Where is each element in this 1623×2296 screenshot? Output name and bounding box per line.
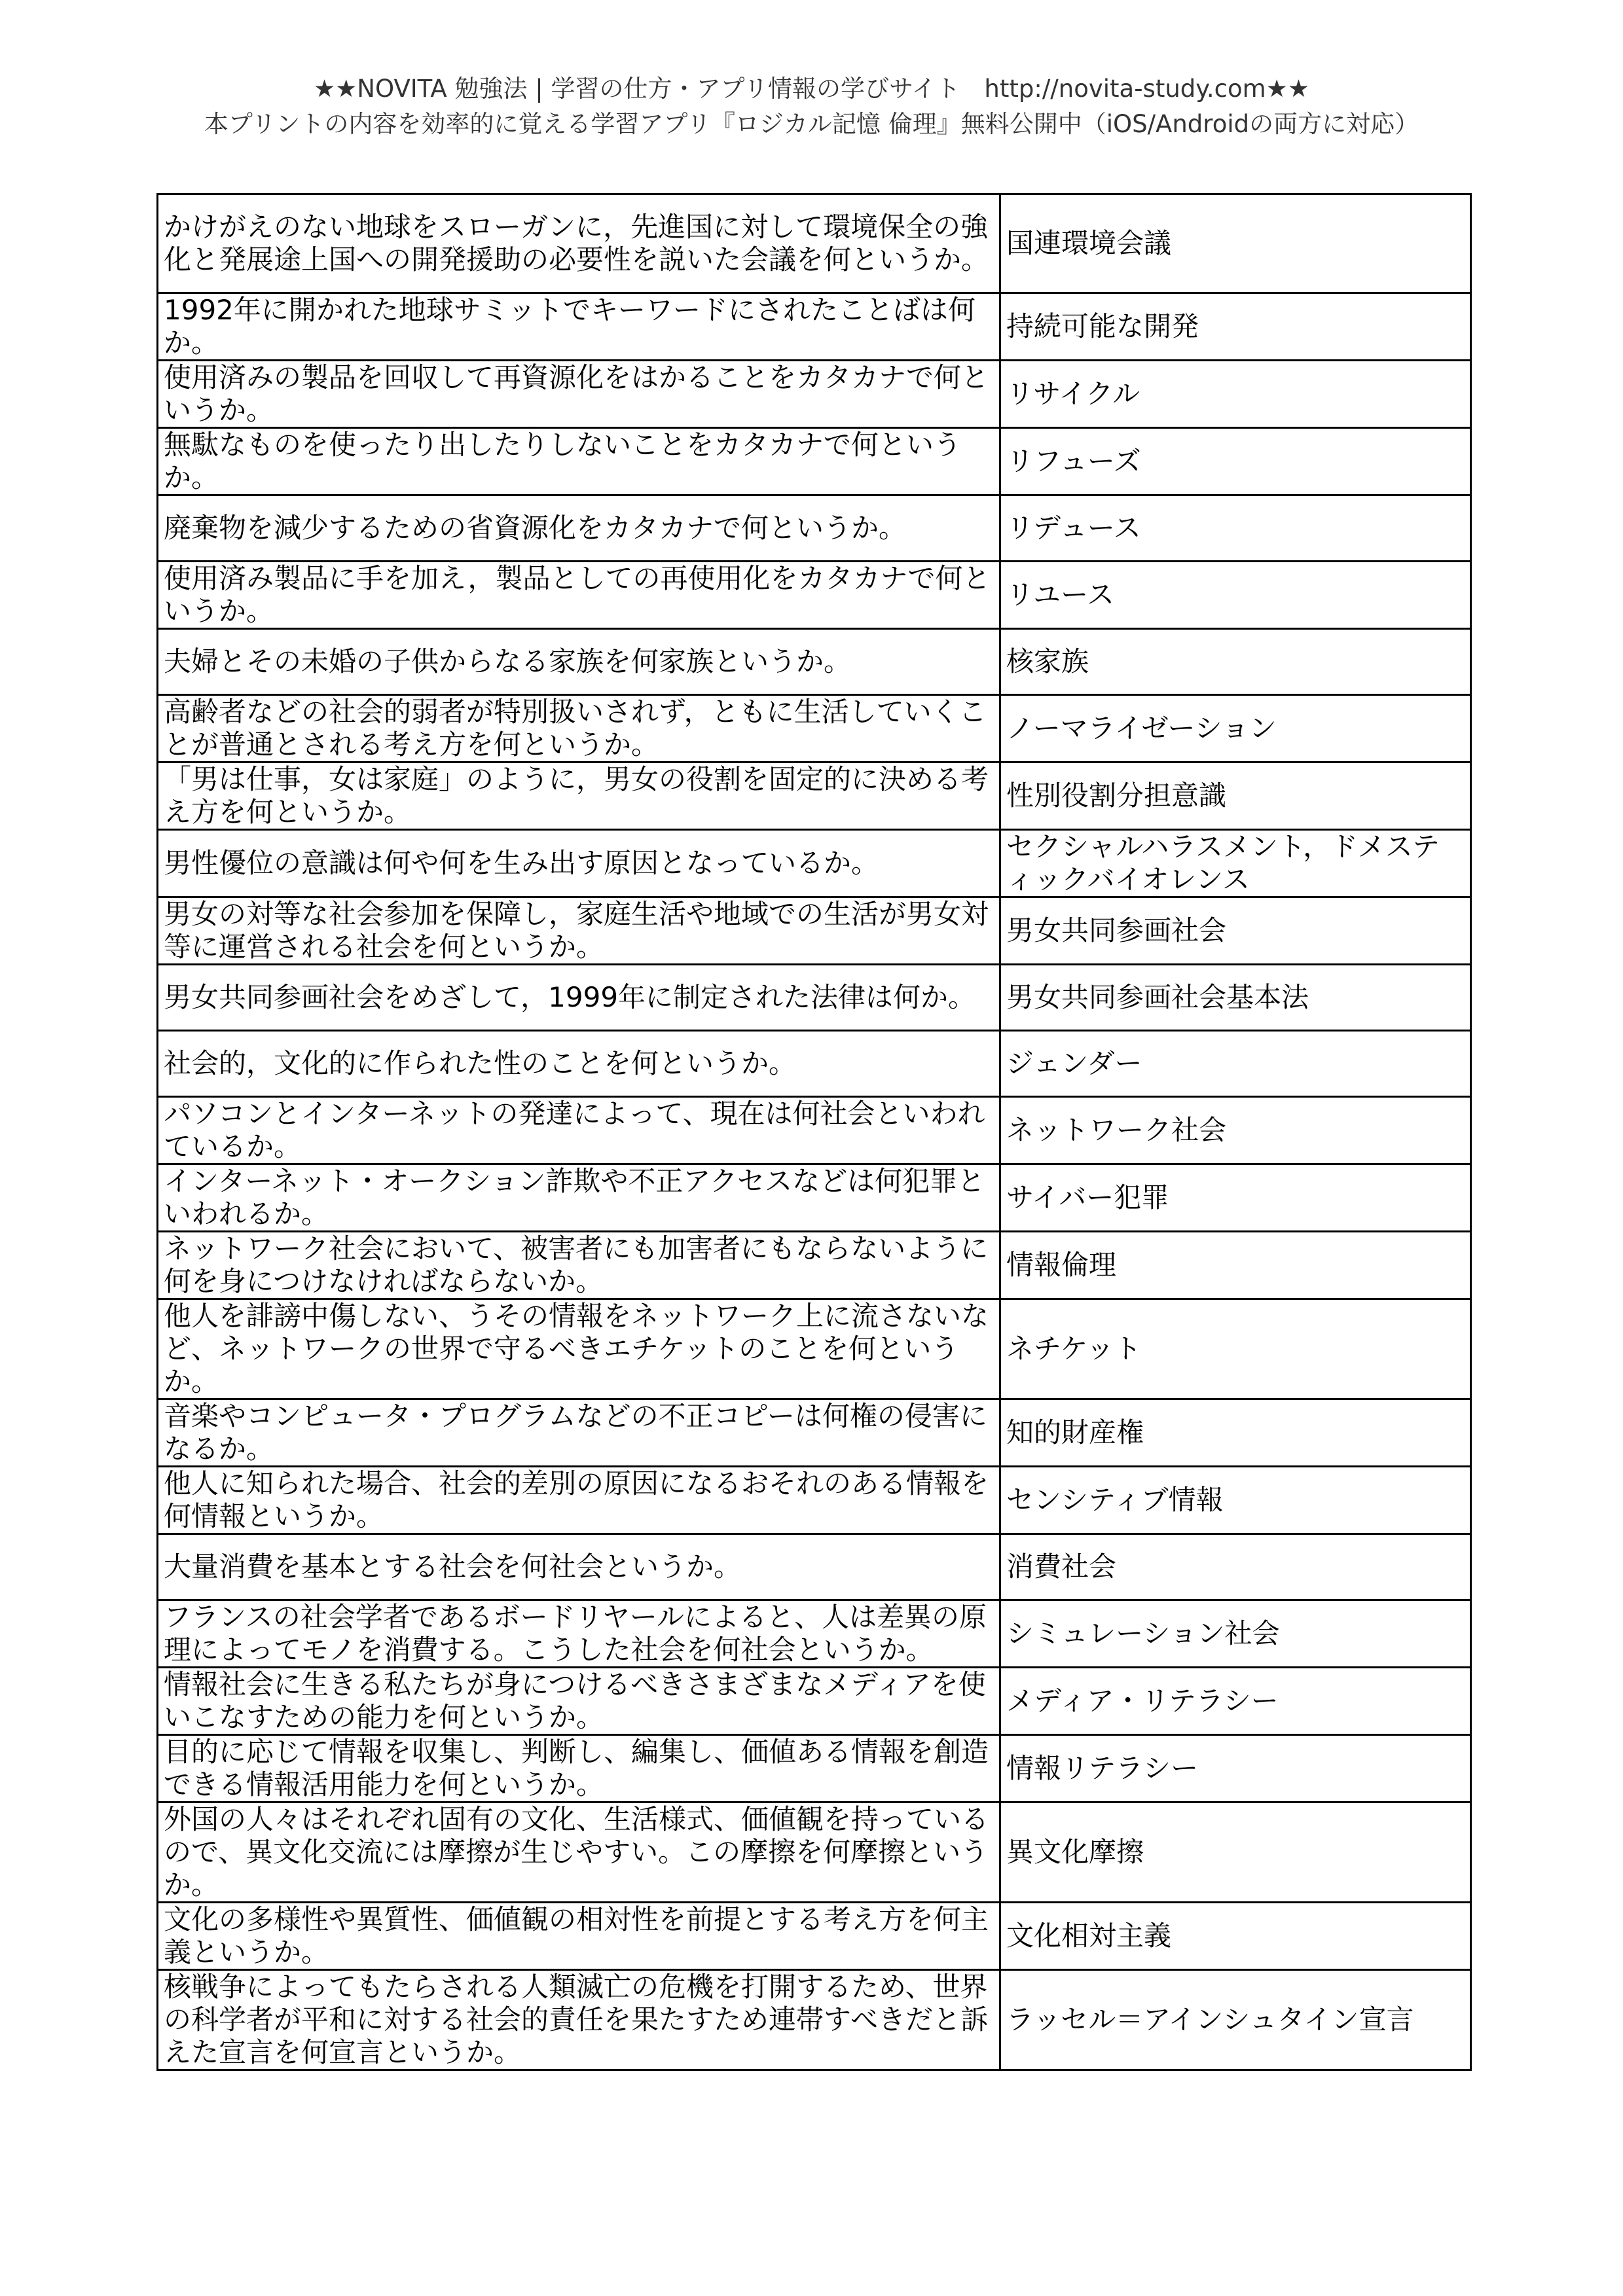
table-row [158,1600,1471,1668]
table-row [158,1735,1471,1803]
table-row [158,293,1471,361]
answer-cell: 男女共同参画社会 [1000,897,1471,965]
answer-cell: 国連環境会議 [1000,194,1471,293]
page-header [0,73,1623,140]
question-cell: 他人を誹謗中傷しない、うその情報をネットワーク上に流さないなど、ネットワークの世界で守るべきエチケットのことを何というか。 [158,1299,1000,1399]
question-cell: 男女共同参画社会をめざして，1999年に制定された法律は何か。 [158,965,1000,1031]
question-cell: 社会的，文化的に作られた性のことを何というか。 [158,1031,1000,1097]
answer-cell: リサイクル [1000,361,1471,428]
question-cell: 男性優位の意識は何や何を生み出す原因となっているか。 [158,830,1000,897]
answer-cell: メディア・リテラシー [1000,1668,1471,1735]
question-cell: 「男は仕事，女は家庭」のように，男女の役割を固定的に決める考え方を何というか。 [158,762,1000,830]
table-row [158,1534,1471,1600]
answer-cell: リフューズ [1000,428,1471,495]
question-cell: 大量消費を基本とする社会を何社会というか。 [158,1534,1000,1600]
table-row [158,830,1471,897]
header-app-promo-line: 本プリントの内容を効率的に覚える学習アプリ『ロジカル記憶 倫理』無料公開中（iOS/Androidの両方に対応） [204,110,1419,138]
answer-cell: ネチケット [1000,1299,1471,1399]
question-cell: インターネット・オークション詐欺や不正アクセスなどは何犯罪といわれるか。 [158,1164,1000,1232]
table-row [158,562,1471,629]
table-row [158,194,1471,293]
answer-cell: ノーマライゼーション [1000,695,1471,762]
table-row [158,1467,1471,1534]
question-cell: 目的に応じて情報を収集し、判断し、編集し、価値ある情報を創造できる情報活用能力を何というか。 [158,1735,1000,1803]
answer-cell: 知的財産権 [1000,1399,1471,1467]
answer-cell: ジェンダー [1000,1031,1471,1097]
question-cell: 男女の対等な社会参加を保障し，家庭生活や地域での生活が男女対等に運営される社会を何というか。 [158,897,1000,965]
question-cell: 核戦争によってもたらされる人類滅亡の危機を打開するため、世界の科学者が平和に対する社会的責任を果たすため連帯すべきだと訴えた宣言を何宣言というか。 [158,1970,1000,2070]
question-cell: 他人に知られた場合、社会的差別の原因になるおそれのある情報を何情報というか。 [158,1467,1000,1534]
answer-cell: 核家族 [1000,629,1471,695]
table-row [158,629,1471,695]
answer-cell: 男女共同参画社会基本法 [1000,965,1471,1031]
table-row [158,1970,1471,2070]
table-row [158,695,1471,762]
question-cell: 無駄なものを使ったり出したりしないことをカタカナで何というか。 [158,428,1000,495]
table-row [158,1299,1471,1399]
table-row [158,1668,1471,1735]
answer-cell: サイバー犯罪 [1000,1164,1471,1232]
table-row [158,1232,1471,1299]
question-cell: 外国の人々はそれぞれ固有の文化、生活様式、価値観を持っているので、異文化交流には摩擦が生じやすい。この摩擦を何摩擦というか。 [158,1803,1000,1903]
answer-cell: 性別役割分担意識 [1000,762,1471,830]
table-row [158,495,1471,562]
table-row [158,428,1471,495]
question-cell: 文化の多様性や異質性、価値観の相対性を前提とする考え方を何主義というか。 [158,1903,1000,1970]
question-cell: かけがえのない地球をスローガンに，先進国に対して環境保全の強化と発展途上国への開発援助の必要性を説いた会議を何というか。 [158,194,1000,293]
answer-cell: 情報倫理 [1000,1232,1471,1299]
answer-cell: リデュース [1000,495,1471,562]
question-cell: 音楽やコンピュータ・プログラムなどの不正コピーは何権の侵害になるか。 [158,1399,1000,1467]
question-cell: 情報社会に生きる私たちが身につけるべきさまざまなメディアを使いこなすための能力を何というか。 [158,1668,1000,1735]
question-cell: ネットワーク社会において、被害者にも加害者にもならないように何を身につけなければならないか。 [158,1232,1000,1299]
table-row [158,1097,1471,1164]
answer-cell: 消費社会 [1000,1534,1471,1600]
answer-cell: ネットワーク社会 [1000,1097,1471,1164]
answer-cell: 異文化摩擦 [1000,1803,1471,1903]
answer-cell: センシティブ情報 [1000,1467,1471,1534]
table-row [158,965,1471,1031]
table-row [158,762,1471,830]
table-row [158,1031,1471,1097]
question-cell: 1992年に開かれた地球サミットでキーワードにされたことばは何か。 [158,293,1000,361]
answer-cell: 文化相対主義 [1000,1903,1471,1970]
table-row [158,361,1471,428]
table-row [158,1164,1471,1232]
answer-cell: 持続可能な開発 [1000,293,1471,361]
table-row [158,897,1471,965]
question-cell: パソコンとインターネットの発達によって、現在は何社会といわれているか。 [158,1097,1000,1164]
header-site-line: ★★NOVITA 勉強法 | 学習の仕方・アプリ情報の学びサイト http://novita-study.com★★ [313,75,1310,103]
question-cell: 廃棄物を減少するための省資源化をカタカナで何というか。 [158,495,1000,562]
question-cell: 使用済みの製品を回収して再資源化をはかることをカタカナで何というか。 [158,361,1000,428]
question-cell: 使用済み製品に手を加え，製品としての再使用化をカタカナで何というか。 [158,562,1000,629]
answer-cell: 情報リテラシー [1000,1735,1471,1803]
answer-cell: セクシャルハラスメント，ドメスティックバイオレンス [1000,830,1471,897]
table-row [158,1399,1471,1467]
question-cell: フランスの社会学者であるボードリヤールによると、人は差異の原理によってモノを消費する。こうした社会を何社会というか。 [158,1600,1000,1668]
question-cell: 夫婦とその未婚の子供からなる家族を何家族というか。 [158,629,1000,695]
question-cell: 高齢者などの社会的弱者が特別扱いされず，ともに生活していくことが普通とされる考え方を何というか。 [158,695,1000,762]
table-row [158,1903,1471,1970]
answer-cell: シミュレーション社会 [1000,1600,1471,1668]
answer-cell: リユース [1000,562,1471,629]
table-row [158,1803,1471,1903]
qa-table [156,193,1472,2071]
answer-cell: ラッセル＝アインシュタイン宣言 [1000,1970,1471,2070]
